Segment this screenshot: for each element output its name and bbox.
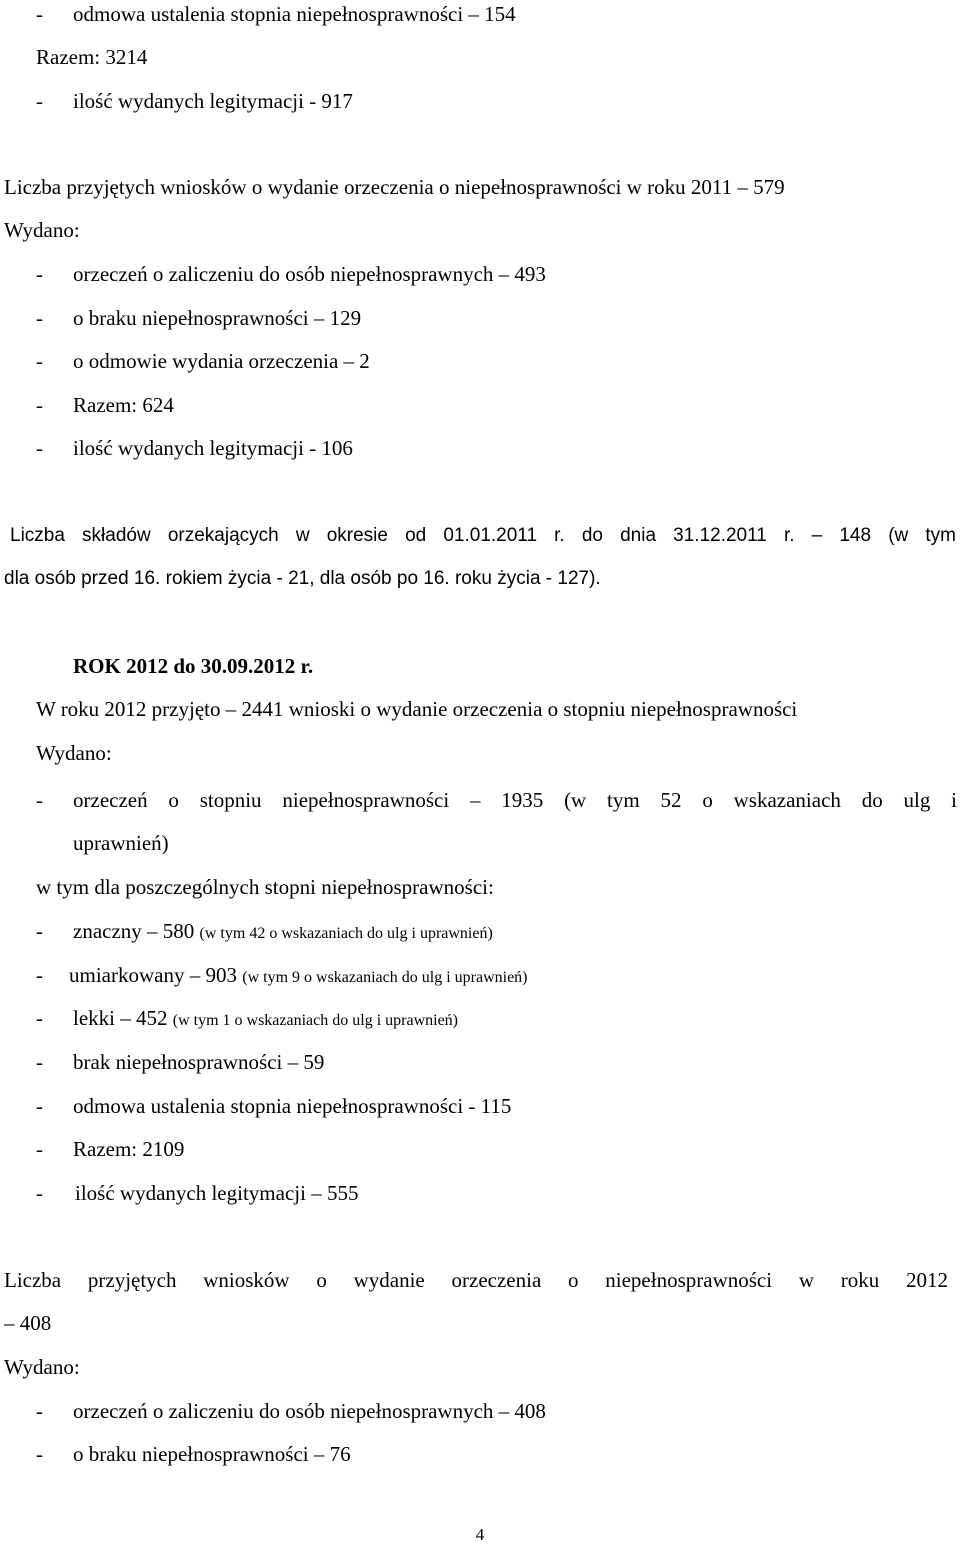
list-dash: - [36, 436, 43, 460]
list-dash: - [36, 1442, 43, 1466]
list-item: o braku niepełnosprawności – 76 [73, 1442, 351, 1466]
page-number: 4 [475, 1525, 485, 1544]
refusal-line-2012: odmowa ustalenia stopnia niepełnosprawności - 115 [73, 1094, 512, 1118]
list-dash: - [36, 1050, 43, 1074]
list-dash: - [36, 919, 43, 943]
degree-note-text: (w tym 9 o wskazaniach do ulg i uprawnień) [242, 969, 528, 986]
list-dash: - [36, 89, 43, 113]
degree-note-text: (w tym 42 o wskazaniach do ulg i uprawnień) [199, 925, 493, 942]
no-disability-line: brak niepełnosprawności – 59 [73, 1050, 325, 1074]
list-item: o odmowie wydania orzeczenia – 2 [73, 349, 370, 373]
issued-label: Wydano: [36, 741, 112, 765]
panels-paragraph-line-1: Liczba składów orzekających w okresie od 01.01.2011 r. do dnia 31.12.2011 r. – 148 (w tym [10, 525, 956, 546]
section-heading-2012: ROK 2012 do 30.09.2012 r. [73, 654, 314, 678]
degree-note-text: (w tym 1 o wskazaniach do ulg i uprawnień) [172, 1012, 459, 1029]
list-dash: - [36, 262, 43, 286]
panels-paragraph-line-2: dla osób przed 16. rokiem życia - 21, dla osób po 16. roku życia - 127). [4, 568, 601, 589]
applications-2012-line-1: Liczba przyjętych wniosków o wydanie orzeczenia o niepełnosprawności w roku 2012 [4, 1268, 948, 1292]
list-item: ilość wydanych legitymacji - 106 [73, 436, 353, 460]
id-cards-line-2012: ilość wydanych legitymacji – 555 [75, 1181, 359, 1205]
list-dash: - [36, 306, 43, 330]
total-line-2012: Razem: 2109 [73, 1137, 185, 1161]
issued-label: Wydano: [4, 1355, 80, 1379]
list-item: Razem: 624 [73, 393, 174, 417]
degree-main-text: znaczny – 580 [73, 919, 200, 943]
list-item: orzeczeń o zaliczeniu do osób niepełnosprawnych – 408 [73, 1399, 546, 1423]
list-dash: - [36, 2, 43, 26]
list-dash: - [36, 1137, 43, 1161]
list-item: o braku niepełnosprawności – 129 [73, 306, 362, 330]
breakdown-label: w tym dla poszczególnych stopni niepełnosprawności: [36, 875, 494, 899]
list-dash: - [36, 1181, 43, 1205]
degree-item-line-1: orzeczeń o stopniu niepełnosprawności – 1935 (w tym 52 o wskazaniach do ulg i [73, 788, 957, 812]
degree-light [73, 1006, 458, 1033]
degree-significant [73, 919, 493, 946]
list-dash: - [36, 1094, 43, 1118]
degree-main-text: lekki – 452 [73, 1006, 173, 1030]
list-dash: - [36, 1399, 43, 1423]
list-dash: - [36, 349, 43, 373]
list-dash: - [36, 393, 43, 417]
degree-main-text: umiarkowany – 903 [69, 963, 243, 987]
issued-label: Wydano: [4, 218, 80, 242]
list-item: orzeczeń o zaliczeniu do osób niepełnosprawnych – 493 [73, 262, 546, 286]
intro-line-2012: W roku 2012 przyjęto – 2441 wnioski o wydanie orzeczenia o stopniu niepełnosprawności [36, 697, 798, 721]
refusal-line-2011: odmowa ustalenia stopnia niepełnosprawności – 154 [73, 2, 516, 26]
degree-moderate [69, 963, 528, 990]
list-dash: - [36, 1006, 43, 1030]
degree-item-line-2: uprawnień) [73, 831, 169, 855]
list-dash: - [36, 788, 43, 812]
applications-2011-line: Liczba przyjętych wniosków o wydanie orzeczenia o niepełnosprawności w roku 2011 – 579 [4, 175, 785, 199]
applications-2012-line-2: – 408 [4, 1311, 52, 1335]
total-line-2011: Razem: 3214 [36, 45, 148, 69]
list-dash: - [36, 963, 43, 987]
id-cards-line-2011: ilość wydanych legitymacji - 917 [73, 89, 353, 113]
